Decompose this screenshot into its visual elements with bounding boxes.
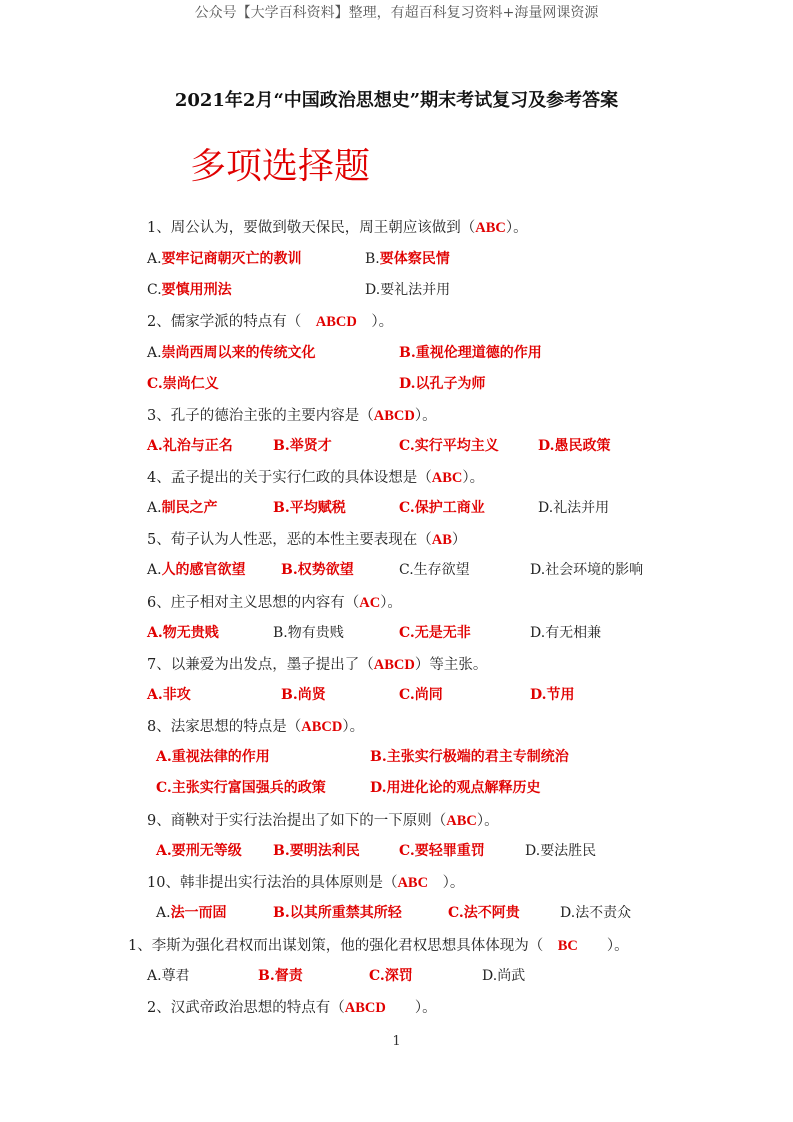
question-12 bbox=[147, 996, 437, 1017]
question-text: 10、韩非提出实行法治的具体原则是（ bbox=[147, 875, 398, 891]
option-letter: A. bbox=[147, 500, 162, 516]
answer-key: ABCD bbox=[344, 1000, 386, 1016]
option-b bbox=[273, 435, 332, 455]
answer-key: ABCD bbox=[315, 314, 357, 330]
option-d bbox=[365, 279, 450, 299]
option-text: 社会环境的影响 bbox=[545, 562, 644, 578]
option-a bbox=[147, 684, 191, 704]
question-2 bbox=[147, 310, 393, 331]
option-text: 用进化论的观点解释历史 bbox=[386, 780, 541, 796]
option-a bbox=[156, 840, 242, 860]
option-d bbox=[538, 435, 611, 455]
option-b bbox=[399, 342, 542, 362]
option-c bbox=[399, 435, 499, 455]
question-8 bbox=[147, 715, 364, 736]
option-b bbox=[370, 746, 569, 766]
question-tail: ）。 bbox=[462, 470, 485, 486]
option-d bbox=[482, 965, 525, 985]
option-d bbox=[530, 622, 601, 642]
option-letter: A. bbox=[156, 749, 172, 765]
option-text: 要牢记商朝灭亡的教训 bbox=[161, 251, 302, 267]
option-b bbox=[258, 965, 303, 985]
option-letter: D. bbox=[530, 687, 547, 703]
option-text: 深罚 bbox=[384, 968, 413, 984]
option-b bbox=[273, 902, 402, 922]
option-d bbox=[560, 902, 631, 922]
option-letter: C. bbox=[399, 500, 415, 516]
option-letter: A. bbox=[156, 905, 171, 921]
option-c bbox=[399, 684, 443, 704]
option-letter: D. bbox=[525, 843, 541, 859]
option-text: 无是无非 bbox=[414, 625, 471, 641]
option-b bbox=[281, 559, 354, 579]
option-letter: B. bbox=[365, 251, 380, 267]
option-d bbox=[530, 559, 643, 579]
option-letter: B. bbox=[281, 687, 298, 703]
question-text: 2、汉武帝政治思想的特点有（ bbox=[147, 1000, 345, 1016]
option-letter: D. bbox=[530, 562, 546, 578]
option-letter: A. bbox=[147, 687, 163, 703]
option-text: 要轻罪重罚 bbox=[414, 843, 485, 859]
option-b bbox=[281, 684, 326, 704]
option-letter: D. bbox=[530, 625, 546, 641]
question-text: 1、李斯为强化君权而出谋划策，他的强化君权思想具体体现为（ bbox=[128, 938, 558, 954]
option-a bbox=[147, 342, 316, 362]
answer-key: BC bbox=[557, 938, 578, 954]
question-tail: ）。 bbox=[356, 314, 394, 330]
option-text: 尚同 bbox=[414, 687, 443, 703]
option-letter: D. bbox=[538, 438, 555, 454]
question-4 bbox=[147, 466, 484, 487]
option-b bbox=[365, 248, 450, 268]
answer-key: ABC bbox=[431, 470, 463, 486]
option-letter: C. bbox=[399, 625, 415, 641]
option-text: 督责 bbox=[274, 968, 303, 984]
question-10 bbox=[147, 871, 464, 892]
option-text: 要法胜民 bbox=[540, 843, 597, 859]
option-text: 要慎用刑法 bbox=[161, 282, 232, 298]
option-text: 权势欲望 bbox=[297, 562, 354, 578]
option-letter: B. bbox=[273, 438, 290, 454]
question-5 bbox=[147, 528, 466, 549]
option-text: 平均赋税 bbox=[289, 500, 346, 516]
option-letter: C. bbox=[147, 282, 162, 298]
option-letter: B. bbox=[370, 749, 387, 765]
option-letter: B. bbox=[273, 500, 290, 516]
option-b bbox=[273, 622, 344, 642]
option-letter: C. bbox=[448, 905, 464, 921]
option-text: 要体察民情 bbox=[379, 251, 450, 267]
option-text: 主张实行极端的君主专制统治 bbox=[386, 749, 569, 765]
option-a bbox=[156, 746, 270, 766]
option-text: 崇尚仁义 bbox=[162, 376, 219, 392]
option-text: 要礼法并用 bbox=[380, 282, 451, 298]
option-text: 尊君 bbox=[161, 968, 190, 984]
section-heading: 多项选择题 bbox=[190, 146, 371, 187]
option-text: 尚贤 bbox=[297, 687, 326, 703]
option-c bbox=[399, 622, 471, 642]
question-tail: ）。 bbox=[385, 1000, 437, 1016]
option-letter: B. bbox=[399, 345, 416, 361]
option-letter: D. bbox=[370, 780, 387, 796]
option-letter: B. bbox=[273, 843, 290, 859]
answer-key: ABC bbox=[446, 813, 477, 829]
question-tail: ）。 bbox=[342, 719, 365, 735]
option-letter: A. bbox=[147, 625, 163, 641]
question-text: 9、商鞅对于实行法治提出了如下的一下原则（ bbox=[147, 813, 447, 829]
option-text: 实行平均主义 bbox=[414, 438, 499, 454]
option-letter: A. bbox=[156, 843, 172, 859]
option-b bbox=[273, 840, 360, 860]
option-letter: B. bbox=[273, 625, 288, 641]
option-letter: C. bbox=[156, 780, 172, 796]
option-text: 要刑无等级 bbox=[171, 843, 242, 859]
option-letter: C. bbox=[369, 968, 385, 984]
option-letter: D. bbox=[365, 282, 381, 298]
question-tail: ）。 bbox=[505, 220, 528, 236]
option-text: 法不阿贵 bbox=[463, 905, 520, 921]
option-text: 法一而固 bbox=[170, 905, 227, 921]
page-number: 1 bbox=[392, 1034, 401, 1049]
question-tail: ）。 bbox=[428, 875, 465, 891]
option-letter: C. bbox=[147, 376, 163, 392]
option-text: 主张实行富国强兵的政策 bbox=[171, 780, 326, 796]
question-9 bbox=[147, 809, 499, 830]
question-text: 8、法家思想的特点是（ bbox=[147, 719, 302, 735]
option-d bbox=[399, 373, 486, 393]
option-d bbox=[530, 684, 575, 704]
option-text: 礼治与正名 bbox=[162, 438, 233, 454]
option-letter: A. bbox=[147, 438, 163, 454]
option-letter: A. bbox=[147, 345, 162, 361]
answer-key: ABC bbox=[475, 220, 506, 236]
option-letter: A. bbox=[147, 251, 162, 267]
option-text: 生存欲望 bbox=[413, 562, 470, 578]
option-text: 举贤才 bbox=[289, 438, 332, 454]
option-text: 崇尚西周以来的传统文化 bbox=[161, 345, 316, 361]
option-letter: B. bbox=[281, 562, 298, 578]
option-d bbox=[370, 777, 541, 797]
option-c bbox=[399, 840, 485, 860]
answer-key: ABCD bbox=[301, 719, 343, 735]
option-a bbox=[147, 248, 302, 268]
option-text: 尚武 bbox=[497, 968, 526, 984]
option-text: 保护工商业 bbox=[414, 500, 485, 516]
question-text: 6、庄子相对主义思想的内容有（ bbox=[147, 595, 360, 611]
option-text: 物无贵贱 bbox=[162, 625, 219, 641]
question-tail: ）。 bbox=[577, 938, 629, 954]
option-a bbox=[156, 902, 227, 922]
option-text: 愚民政策 bbox=[554, 438, 611, 454]
option-letter: B. bbox=[258, 968, 275, 984]
option-a bbox=[147, 559, 246, 579]
option-letter: C. bbox=[399, 562, 414, 578]
page-header: 公众号【大学百科资料】整理，有超百科复习资料+海量网课资源 bbox=[194, 5, 599, 21]
question-7 bbox=[147, 653, 487, 674]
option-letter: D. bbox=[560, 905, 576, 921]
question-text: 3、孔子的德治主张的主要内容是（ bbox=[147, 408, 374, 424]
question-text: 2、儒家学派的特点有（ bbox=[147, 314, 316, 330]
option-d bbox=[538, 497, 609, 517]
document-title: 2021年2月“中国政治思想史”期末考试复习及参考答案 bbox=[174, 90, 619, 111]
question-tail: ）等主张。 bbox=[414, 657, 488, 673]
question-6 bbox=[147, 591, 402, 612]
question-text: 5、荀子认为人性恶，恶的本性主要表现在（ bbox=[147, 532, 432, 548]
option-c bbox=[448, 902, 520, 922]
option-text: 人的感官欲望 bbox=[161, 562, 246, 578]
option-text: 礼法并用 bbox=[553, 500, 610, 516]
option-a bbox=[147, 965, 190, 985]
option-letter: D. bbox=[399, 376, 416, 392]
question-1 bbox=[147, 216, 528, 237]
option-letter: C. bbox=[399, 438, 415, 454]
option-letter: D. bbox=[538, 500, 554, 516]
option-letter: B. bbox=[273, 905, 290, 921]
option-text: 有无相兼 bbox=[545, 625, 602, 641]
option-letter: D. bbox=[482, 968, 498, 984]
option-text: 制民之产 bbox=[161, 500, 218, 516]
question-tail: ）。 bbox=[380, 595, 402, 611]
option-text: 以孔子为师 bbox=[415, 376, 486, 392]
option-text: 节用 bbox=[546, 687, 575, 703]
option-text: 重视法律的作用 bbox=[171, 749, 270, 765]
option-letter: C. bbox=[399, 843, 415, 859]
question-text: 4、孟子提出的关于实行仁政的具体设想是（ bbox=[147, 470, 432, 486]
answer-key: ABCD bbox=[373, 408, 415, 424]
option-a bbox=[147, 622, 219, 642]
option-c bbox=[399, 497, 485, 517]
option-d bbox=[525, 840, 596, 860]
answer-key: ABCD bbox=[373, 657, 415, 673]
answer-key: AB bbox=[431, 532, 452, 548]
option-text: 要明法利民 bbox=[289, 843, 360, 859]
question-tail: ） bbox=[451, 532, 467, 548]
option-text: 物有贵贱 bbox=[287, 625, 344, 641]
question-text: 7、以兼爱为出发点，墨子提出了（ bbox=[147, 657, 374, 673]
option-c bbox=[147, 373, 219, 393]
option-c bbox=[399, 559, 470, 579]
option-text: 非攻 bbox=[162, 687, 191, 703]
answer-key: AC bbox=[359, 595, 381, 611]
question-text: 1、周公认为，要做到敬天保民，周王朝应该做到（ bbox=[147, 220, 476, 236]
option-letter: A. bbox=[147, 968, 162, 984]
option-text: 法不责众 bbox=[575, 905, 632, 921]
option-c bbox=[369, 965, 413, 985]
question-tail: ）。 bbox=[414, 408, 437, 424]
option-letter: A. bbox=[147, 562, 162, 578]
option-b bbox=[273, 497, 346, 517]
option-a bbox=[147, 497, 218, 517]
question-tail: ）。 bbox=[476, 813, 499, 829]
option-text: 重视伦理道德的作用 bbox=[415, 345, 542, 361]
question-3 bbox=[147, 404, 437, 425]
answer-key: ABC bbox=[397, 875, 429, 891]
option-text: 以其所重禁其所轻 bbox=[289, 905, 402, 921]
option-c bbox=[156, 777, 326, 797]
option-c bbox=[147, 279, 232, 299]
question-11 bbox=[128, 934, 629, 955]
option-a bbox=[147, 435, 233, 455]
option-letter: C. bbox=[399, 687, 415, 703]
